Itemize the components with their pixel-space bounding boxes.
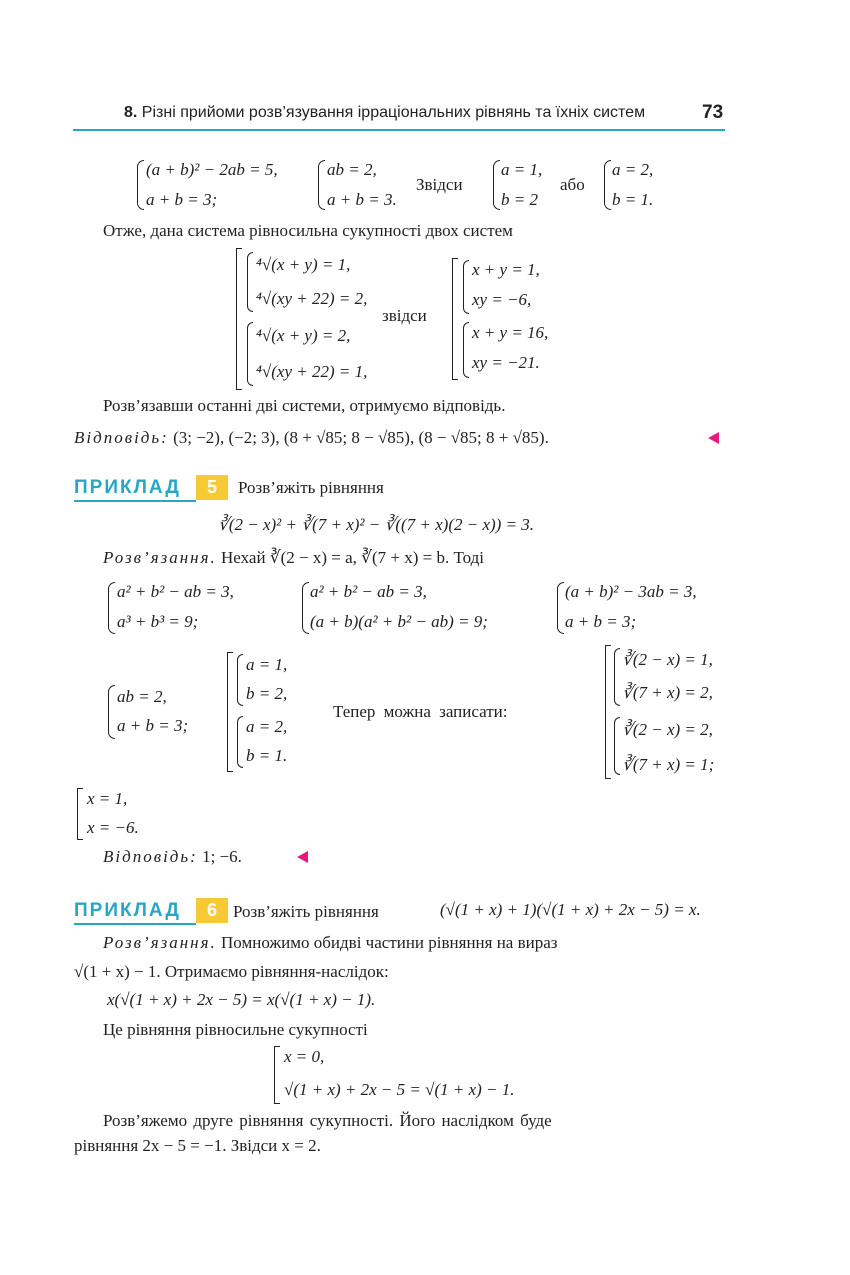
system-line: ⁴√(xy + 22) = 1, bbox=[256, 362, 368, 381]
system-line: b = 1. bbox=[246, 746, 288, 765]
example-label: ПРИКЛАД bbox=[74, 900, 181, 921]
system-line: (a + b)² − 3ab = 3, bbox=[565, 582, 697, 601]
system-line: a² + b² − ab = 3, bbox=[117, 582, 234, 601]
system-line: √(1 + x) + 2x − 5 = √(1 + x) − 1. bbox=[284, 1080, 515, 1099]
system-line: b = 2, bbox=[246, 684, 288, 703]
system-brace bbox=[614, 648, 620, 706]
system-line: xy = −6, bbox=[472, 290, 532, 309]
solution-text: Нехай ∛(2 − x) = a, ∛(7 + x) = b. Тоді bbox=[221, 548, 484, 567]
system-brace bbox=[318, 160, 325, 210]
system-line: a³ + b³ = 9; bbox=[117, 612, 199, 631]
system-line: x = 0, bbox=[284, 1047, 325, 1066]
system-brace bbox=[247, 322, 253, 386]
system-line: a² + b² − ab = 3, bbox=[310, 582, 427, 601]
system-line: ab = 2, bbox=[327, 160, 377, 179]
system-brace bbox=[614, 717, 620, 775]
system-brace bbox=[463, 260, 469, 314]
system-line: a + b = 3; bbox=[117, 716, 189, 735]
end-marker-icon bbox=[297, 851, 308, 863]
collection-bracket bbox=[274, 1046, 280, 1104]
system-line: b = 1. bbox=[612, 190, 654, 209]
system-line: a = 2, bbox=[246, 717, 288, 736]
system-brace bbox=[237, 716, 243, 768]
system-line: a + b = 3. bbox=[327, 190, 397, 209]
system-line: ∛(7 + x) = 2, bbox=[622, 683, 713, 702]
system-line: ⁴√(xy + 22) = 2, bbox=[256, 289, 368, 308]
system-brace bbox=[247, 252, 253, 312]
solution-label: Розв’язання. bbox=[103, 548, 217, 567]
system-brace bbox=[108, 685, 115, 739]
system-line: x + y = 1, bbox=[472, 260, 540, 279]
section-title: Різні прийоми розв’язування ірраціональних рівнянь та їхніх систем bbox=[141, 104, 646, 121]
equation: ∛(2 − x)² + ∛(7 + x)² − ∛((7 + x)(2 − x)) = 3. bbox=[218, 515, 535, 534]
example-task: Розв’яжіть рівняння bbox=[233, 902, 379, 921]
answer-value: 1; −6. bbox=[202, 847, 242, 866]
equation: (√(1 + x) + 1)(√(1 + x) + 2x − 5) = x. bbox=[440, 900, 701, 919]
system-brace bbox=[557, 582, 564, 634]
system-line: ∛(2 − x) = 2, bbox=[622, 720, 713, 739]
header-rule bbox=[73, 129, 725, 131]
solution-text: √(1 + x) − 1. Отримаємо рівняння-наслідок: bbox=[74, 962, 389, 981]
section-header bbox=[124, 104, 645, 122]
collection-bracket bbox=[77, 788, 83, 840]
answer-value: (3; −2), (−2; 3), (8 + √85; 8 − √85), (8 − √85; 8 + √85). bbox=[173, 428, 549, 447]
text-word: звідси bbox=[382, 306, 427, 325]
system-line: ∛(2 − x) = 1, bbox=[622, 650, 713, 669]
system-brace bbox=[493, 160, 500, 210]
paragraph: Розв’язавши останні дві системи, отримуємо відповідь. bbox=[103, 396, 506, 415]
solution-line bbox=[103, 548, 484, 568]
section-number: 8. bbox=[124, 104, 138, 121]
system-line: a + b = 3; bbox=[146, 190, 218, 209]
answer-label: Відповідь: bbox=[103, 847, 198, 866]
solution-label: Розв’язання. bbox=[103, 933, 217, 952]
paragraph: Розв’яжемо друге рівняння сукупності. Його наслідком буде bbox=[103, 1111, 552, 1130]
system-brace bbox=[604, 160, 611, 210]
answer-line bbox=[103, 847, 242, 867]
system-line: (a + b)(a² + b² − ab) = 9; bbox=[310, 612, 488, 631]
answer-label: Відповідь: bbox=[74, 428, 169, 447]
page-number: 73 bbox=[702, 102, 724, 123]
answer-line bbox=[74, 428, 549, 448]
system-line: a = 1, bbox=[246, 655, 288, 674]
collection-bracket bbox=[227, 652, 233, 772]
system-line: ∛(7 + x) = 1; bbox=[622, 755, 715, 774]
paragraph: рівняння 2x − 5 = −1. Звідси x = 2. bbox=[74, 1136, 321, 1155]
system-line: a = 1, bbox=[501, 160, 543, 179]
system-brace bbox=[108, 582, 115, 634]
example-rule bbox=[74, 923, 196, 925]
system-line: b = 2 bbox=[501, 190, 538, 209]
system-brace bbox=[237, 654, 243, 706]
collection-bracket bbox=[452, 258, 458, 380]
solution-text: Помножимо обидві частини рівняння на вираз bbox=[221, 933, 558, 952]
system-line: xy = −21. bbox=[472, 353, 540, 372]
system-line: x = −6. bbox=[87, 818, 139, 837]
system-brace bbox=[137, 160, 144, 210]
system-line: (a + b)² − 2ab = 5, bbox=[146, 160, 278, 179]
example-rule bbox=[74, 500, 196, 502]
paragraph: Отже, дана система рівносильна сукупності двох систем bbox=[103, 221, 513, 240]
system-line: a = 2, bbox=[612, 160, 654, 179]
system-line: a + b = 3; bbox=[565, 612, 637, 631]
text-line: Тепер можна записати: bbox=[333, 702, 508, 721]
text-word: Звідси bbox=[416, 175, 463, 194]
solution-line bbox=[103, 933, 558, 953]
system-line: ⁴√(x + y) = 2, bbox=[256, 326, 351, 345]
system-line: ab = 2, bbox=[117, 687, 167, 706]
paragraph: Це рівняння рівносильне сукупності bbox=[103, 1020, 368, 1039]
example-number: 6 bbox=[196, 898, 228, 923]
collection-bracket bbox=[236, 248, 242, 390]
collection-bracket bbox=[605, 645, 611, 779]
system-brace bbox=[302, 582, 309, 634]
system-line: x = 1, bbox=[87, 789, 128, 808]
text-word: або bbox=[560, 175, 585, 194]
system-line: x + y = 16, bbox=[472, 323, 549, 342]
system-line: ⁴√(x + y) = 1, bbox=[256, 255, 351, 274]
system-brace bbox=[463, 322, 469, 378]
example-number: 5 bbox=[196, 475, 228, 500]
end-marker-icon bbox=[708, 432, 719, 444]
equation: x(√(1 + x) + 2x − 5) = x(√(1 + x) − 1). bbox=[107, 990, 376, 1009]
example-task: Розв’яжіть рівняння bbox=[238, 478, 384, 497]
example-label: ПРИКЛАД bbox=[74, 477, 181, 498]
